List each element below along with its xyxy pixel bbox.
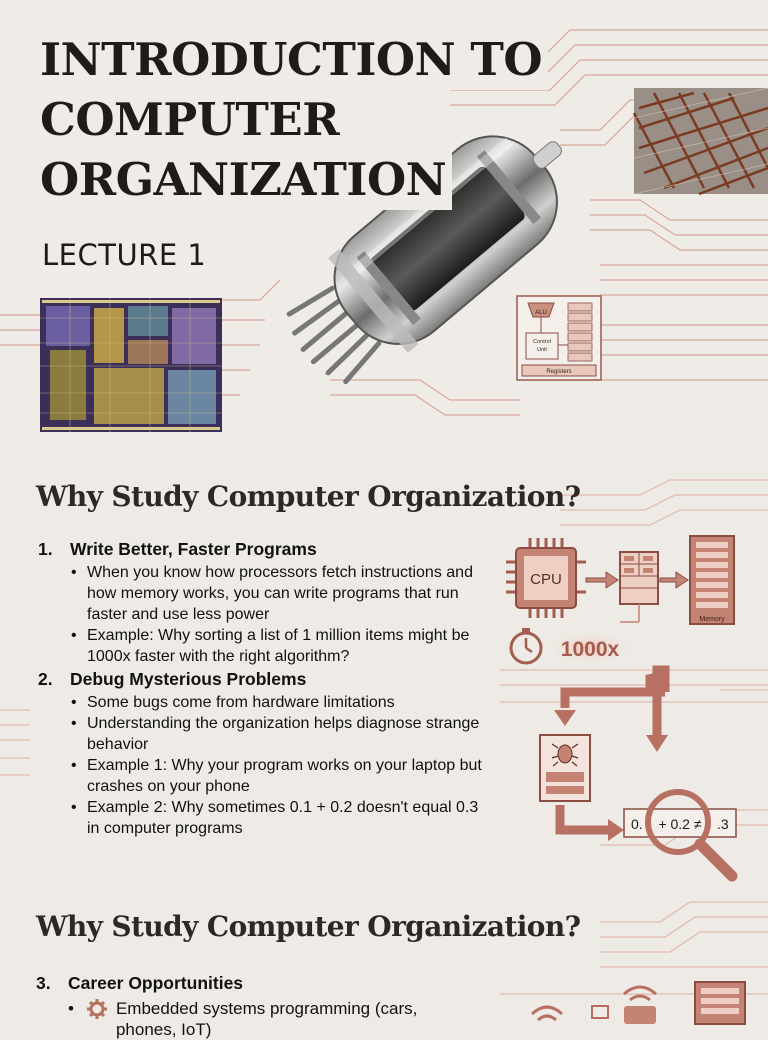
bullet-item: • When you know how processors fetch instructions and how memory works, you can write programs that run faster and use less power (71, 562, 483, 625)
equation-left: 0. (631, 816, 643, 832)
item-title: Write Better, Faster Programs (70, 539, 317, 559)
cpu-chip-icon (506, 538, 586, 618)
memory-stack-icon (690, 536, 734, 624)
title-line-1: INTRODUCTION TO (40, 30, 548, 90)
why-study-slide-1 (0, 440, 768, 882)
equation-right: .3 (717, 816, 729, 832)
float-equation-box (624, 809, 736, 837)
cpu-label: CPU (530, 571, 562, 588)
item-heading (38, 669, 483, 690)
item-title: Debug Mysterious Problems (70, 669, 307, 689)
bullet-list (71, 562, 483, 667)
slide-heading: Why Study Computer Organization? (36, 480, 581, 513)
item-number: 1. (38, 539, 53, 559)
title-line-3: ORGANIZATION (40, 150, 452, 210)
list-item (38, 669, 483, 839)
reasons-list (38, 538, 483, 841)
stopwatch-icon (511, 628, 541, 663)
device-icon (592, 1006, 608, 1018)
slide-heading: Why Study Computer Organization? (36, 910, 581, 943)
bullet-item: • Embedded systems programming (cars, phones, IoT) (68, 998, 466, 1040)
core-memory-image (634, 88, 768, 194)
wifi-icon (624, 987, 656, 1000)
bullet-item: • Example: Why sorting a list of 1 million items might be 1000x faster with the right algorithm? (71, 625, 483, 667)
bullet-text: Embedded systems programming (cars, phones, IoT) (115, 999, 418, 1039)
unit-label: Unit (537, 347, 547, 353)
registers-label: Registers (546, 369, 572, 375)
title-slide (0, 0, 768, 440)
bullet-item: • Example 1: Why your program works on your laptop but crashes on your phone (71, 755, 483, 797)
arrow-right-icon (660, 572, 688, 588)
wifi-icon (532, 1007, 562, 1020)
bug-document-icon (540, 735, 590, 801)
list-item (36, 973, 466, 1040)
item-title: Career Opportunities (68, 973, 244, 993)
phone-icon (624, 1006, 656, 1024)
gear-icon (86, 998, 108, 1020)
item-number: 2. (38, 669, 53, 689)
why-study-slide-2 (0, 882, 768, 1039)
title-line-2: COMPUTER (40, 90, 345, 150)
performance-illustration (500, 530, 768, 860)
alu-label: ALU (535, 310, 547, 316)
device-icons (520, 974, 768, 1024)
item-number: 3. (36, 973, 51, 993)
arrow-right-icon (586, 572, 618, 588)
equation-middle: + 0.2 ≠ (658, 816, 702, 832)
slide-title (40, 30, 548, 210)
item-heading (36, 973, 466, 994)
list-item (38, 539, 483, 667)
cpu-block-diagram (516, 295, 602, 381)
bullet-item: • Some bugs come from hardware limitations (71, 692, 483, 713)
bullet-item: • Understanding the organization helps diagnose strange behavior (71, 713, 483, 755)
memory-label: Memory (699, 616, 725, 623)
item-heading (38, 539, 483, 560)
cpu-die-image (40, 298, 222, 432)
bullet-list (71, 692, 483, 839)
bullet-item: • Example 2: Why sometimes 0.1 + 0.2 doesn't equal 0.3 in computer programs (71, 797, 483, 839)
cache-table-icon (620, 552, 658, 604)
control-label: Control (533, 339, 551, 345)
lecture-label: LECTURE 1 (42, 238, 207, 272)
reasons-list (36, 972, 466, 1040)
speedup-label: 1000x (560, 638, 620, 661)
